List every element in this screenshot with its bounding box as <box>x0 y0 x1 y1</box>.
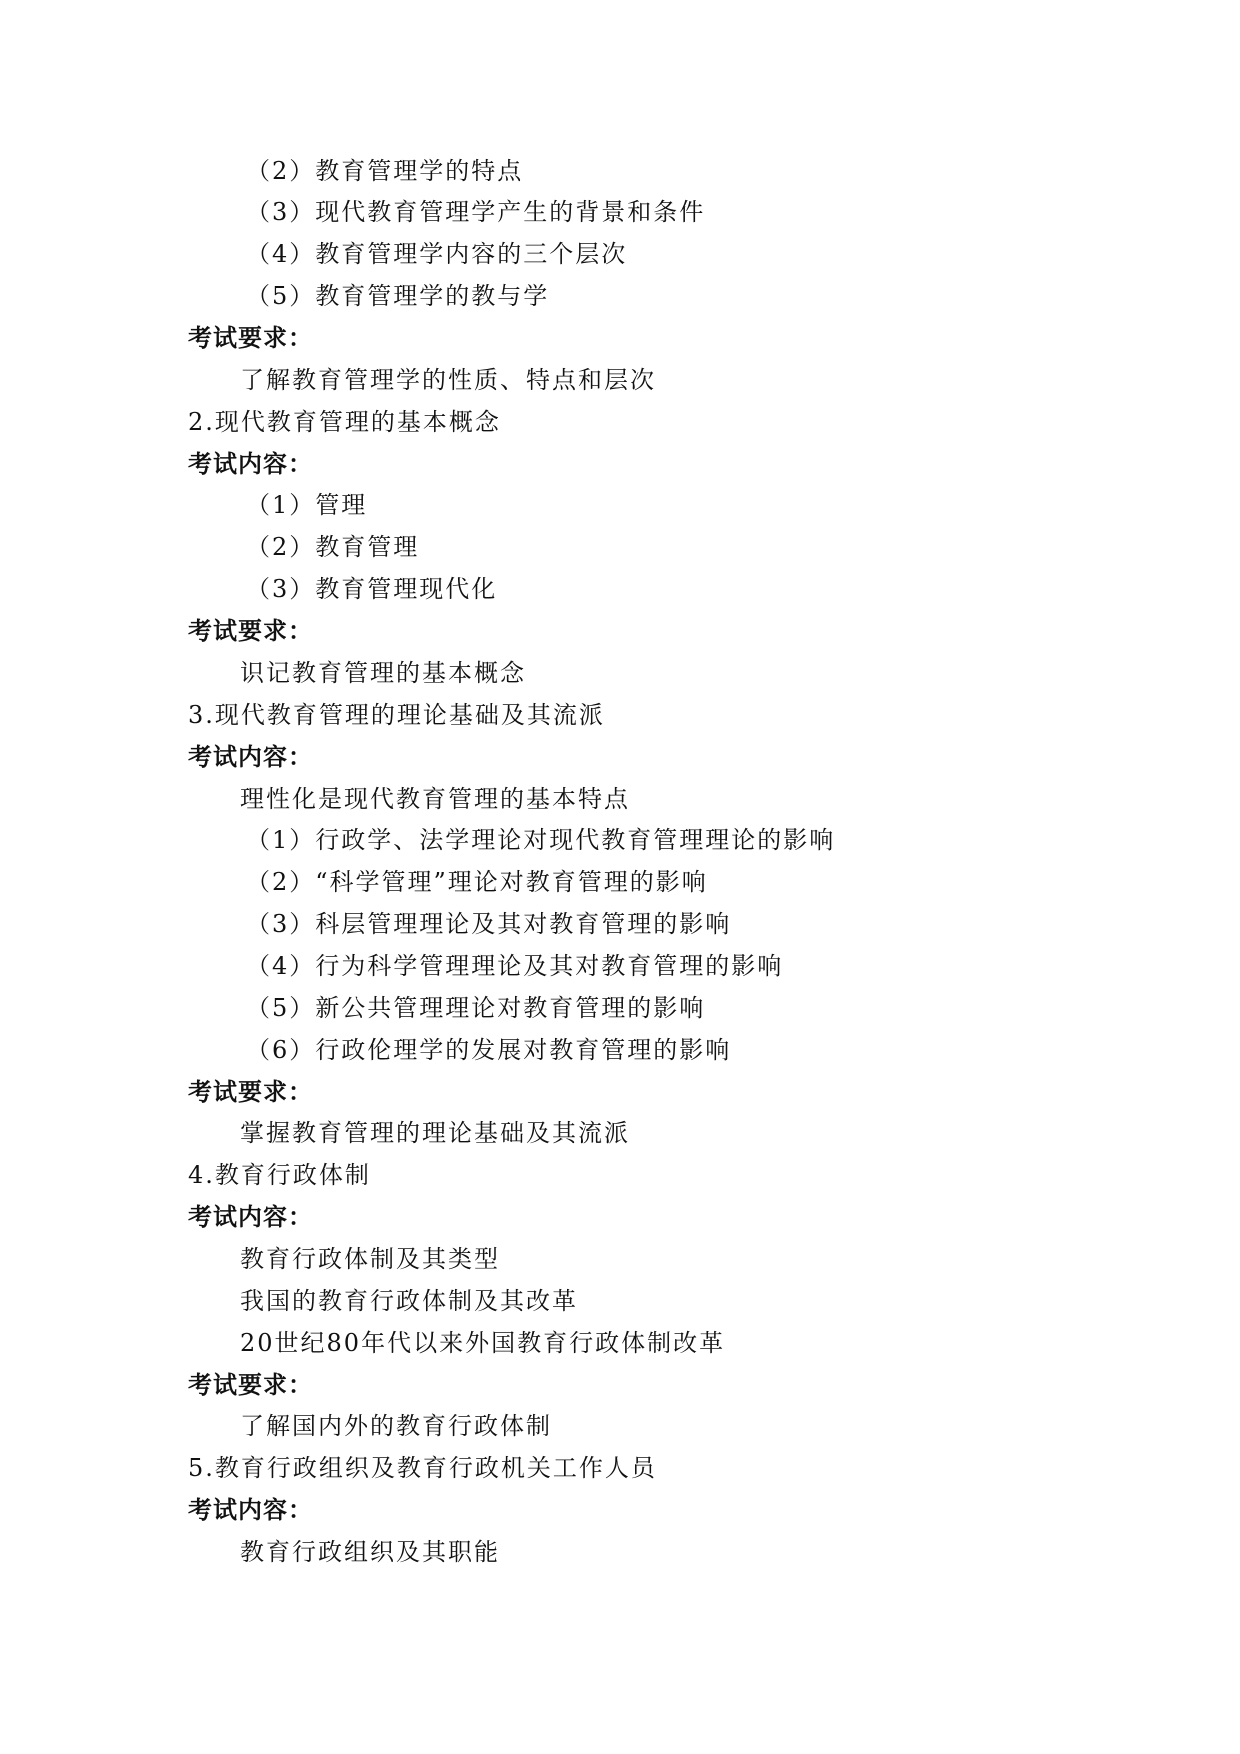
section-heading: 考试内容： <box>188 449 313 478</box>
section-heading: 考试要求： <box>188 616 313 645</box>
requirement-text: 了解国内外的教育行政体制 <box>240 1412 552 1440</box>
content-item: （3）科层管理理论及其对教育管理的影响 <box>246 910 732 938</box>
content-item: （5）新公共管理理论对教育管理的影响 <box>246 994 706 1022</box>
section-heading: 考试要求： <box>188 1077 313 1106</box>
section-heading: 考试要求： <box>188 323 313 352</box>
chapter-title: 4.教育行政体制 <box>188 1161 371 1189</box>
content-text: 教育行政组织及其职能 <box>240 1538 500 1566</box>
content-item: （2）教育管理 <box>246 533 420 561</box>
chapter-title: 3.现代教育管理的理论基础及其流派 <box>188 701 605 729</box>
content-item: （3）现代教育管理学产生的背景和条件 <box>246 198 706 226</box>
content-item: （1）行政学、法学理论对现代教育管理理论的影响 <box>246 826 836 854</box>
content-item: （4）行为科学管理理论及其对教育管理的影响 <box>246 952 784 980</box>
content-item: （1）管理 <box>246 491 368 519</box>
content-item: （2）“科学管理”理论对教育管理的影响 <box>246 868 708 896</box>
content-text: 我国的教育行政体制及其改革 <box>240 1287 578 1315</box>
section-heading: 考试内容： <box>188 1495 313 1524</box>
requirement-text: 了解教育管理学的性质、特点和层次 <box>240 366 656 394</box>
content-item: （5）教育管理学的教与学 <box>246 282 550 310</box>
section-heading: 考试内容： <box>188 742 313 771</box>
chapter-title: 5.教育行政组织及教育行政机关工作人员 <box>188 1454 657 1482</box>
content-item: （4）教育管理学内容的三个层次 <box>246 240 628 268</box>
content-text: 教育行政体制及其类型 <box>240 1245 500 1273</box>
content-text: 理性化是现代教育管理的基本特点 <box>240 785 630 813</box>
content-item: （2）教育管理学的特点 <box>246 157 524 185</box>
chapter-title: 2.现代教育管理的基本概念 <box>188 408 501 436</box>
content-item: （3）教育管理现代化 <box>246 575 498 603</box>
requirement-text: 识记教育管理的基本概念 <box>240 659 526 687</box>
section-heading: 考试内容： <box>188 1202 313 1231</box>
content-item: （6）行政伦理学的发展对教育管理的影响 <box>246 1036 732 1064</box>
section-heading: 考试要求： <box>188 1370 313 1399</box>
requirement-text: 掌握教育管理的理论基础及其流派 <box>240 1119 630 1147</box>
content-text: 20世纪80年代以来外国教育行政体制改革 <box>240 1329 726 1357</box>
